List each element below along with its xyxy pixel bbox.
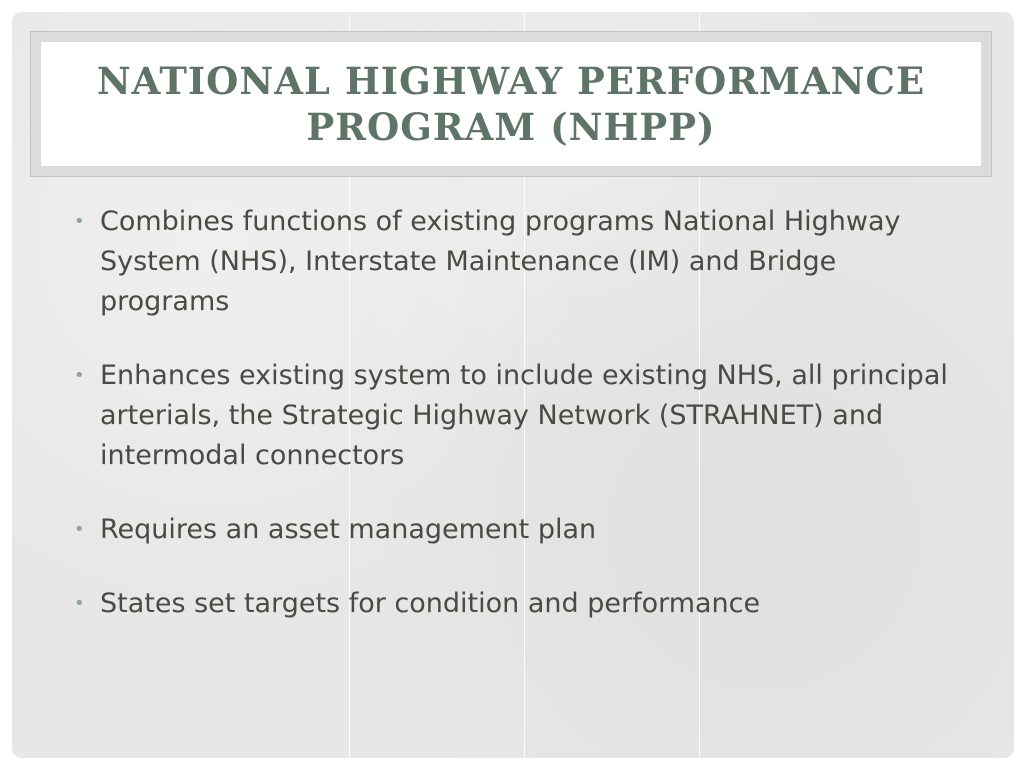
bullet-icon: • [74,365,85,386]
bullet-text: Combines functions of existing programs National Highway System (NHS), Interstate Maintenance (IM) and Bridge programs [100,206,901,317]
bullet-item [72,356,962,476]
bullet-text: Enhances existing system to include existing NHS, all principal arterials, the Strategic Highway Network (STRAHNET) and intermodal connectors [100,360,948,471]
bullet-icon: • [74,211,85,232]
bullet-list [72,202,962,658]
bullet-text: States set targets for condition and performance [100,588,761,619]
bullet-icon: • [74,519,85,540]
slide-title: NATIONAL HIGHWAY PERFORMANCE PROGRAM (NHPP) [96,59,926,149]
bullet-text: Requires an asset management plan [100,514,597,545]
title-frame [30,31,992,177]
bullet-item [72,202,962,322]
bullet-icon: • [74,593,85,614]
bullet-item [72,584,962,624]
slide [12,12,1014,758]
bullet-item [72,510,962,550]
title-box [41,42,981,166]
